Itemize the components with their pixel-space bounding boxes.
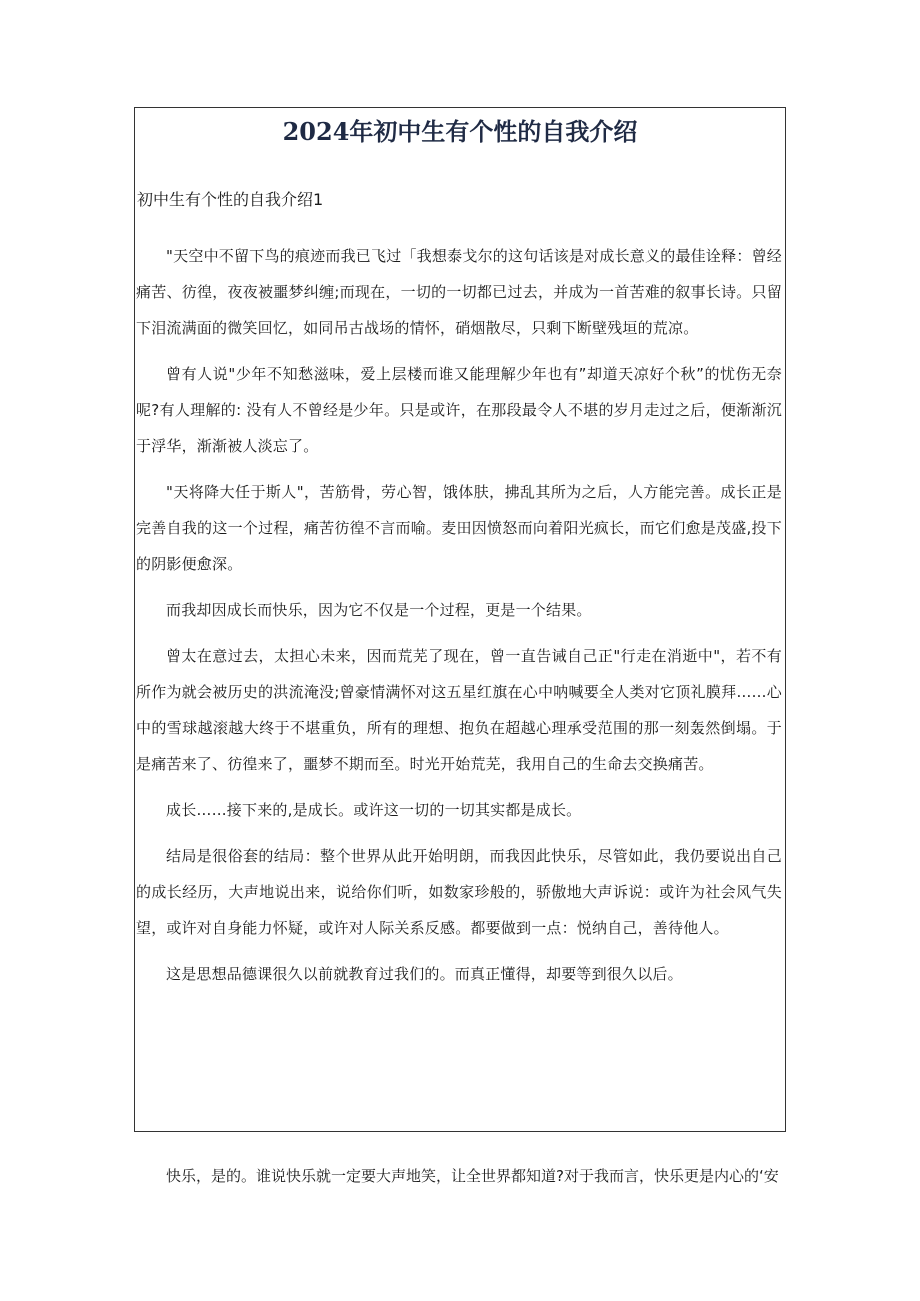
section-heading: 初中生有个性的自我介绍1 xyxy=(137,190,324,209)
paragraph: "天将降大任于斯人"，苦筋骨，劳心智，饿体肤，拂乱其所为之后，人方能完善。成长正是完善自我的这一个过程，痛苦彷徨不言而喻。麦田因愤怒而向着阳光疯长，而它们愈是茂盛,投下的阴影便愈深。 xyxy=(136,483,782,573)
paragraph: 结局是很俗套的结局：整个世界从此开始明朗，而我因此快乐，尽管如此，我仍要说出自己的成长经历，大声地说出来，说给你们听，如数家珍般的，骄傲地大声诉说：或许为社会风气失望，或许对自身能力怀疑，或许对人际关系反感。都要做到一点：悦纳自己，善待他人。 xyxy=(136,847,782,937)
paragraph: 成长……接下来的,是成长。或许这一切的一切其实都是成长。 xyxy=(166,801,582,819)
document-body xyxy=(136,238,782,992)
continuation-paragraph: 快乐，是的。谁说快乐就一定要大声地笑，让全世界都知道?对于我而言，快乐更是内心的‘安 xyxy=(166,1167,779,1185)
paragraph: 曾太在意过去，太担心未来，因而荒芜了现在，曾一直告诫自己正"行走在消逝中"，若不有所作为就会被历史的洪流淹没;曾豪情满怀对这五星红旗在心中呐喊要全人类对它顶礼膜拜……心中的雪球越滚越大终于不堪重负，所有的理想、抱负在超越心理承受范围的那一刻轰然倒塌。于是痛苦来了、彷徨来了，噩梦不期而至。时光开始荒芜，我用自己的生命去交换痛苦。 xyxy=(136,647,782,773)
paragraph: 而我却因成长而快乐，因为它不仅是一个过程，更是一个结果。 xyxy=(166,601,592,619)
paragraph: 曾有人说"少年不知愁滋味，爱上层楼而谁又能理解少年也有”却道天凉好个秋”的忧伤无奈呢?有人理解的: 没有人不曾经是少年。只是或许，在那段最令人不堪的岁月走过之后，便渐渐沉于浮华，渐渐被人淡忘了。 xyxy=(136,365,782,455)
document-title: 2024年初中生有个性的自我介绍 xyxy=(282,117,638,146)
paragraph: 这是思想品德课很久以前就教育过我们的。而真正懂得，却要等到很久以后。 xyxy=(166,965,683,983)
paragraph: "天空中不留下鸟的痕迹而我已飞过「我想泰戈尔的这句话该是对成长意义的最佳诠释：曾经痛苦、彷徨，夜夜被噩梦纠缠;而现在，一切的一切都已过去，并成为一首苦难的叙事长诗。只留下泪流满面的微笑回忆，如同吊古战场的情怀，硝烟散尽，只剩下断壁残垣的荒凉。 xyxy=(136,247,782,337)
